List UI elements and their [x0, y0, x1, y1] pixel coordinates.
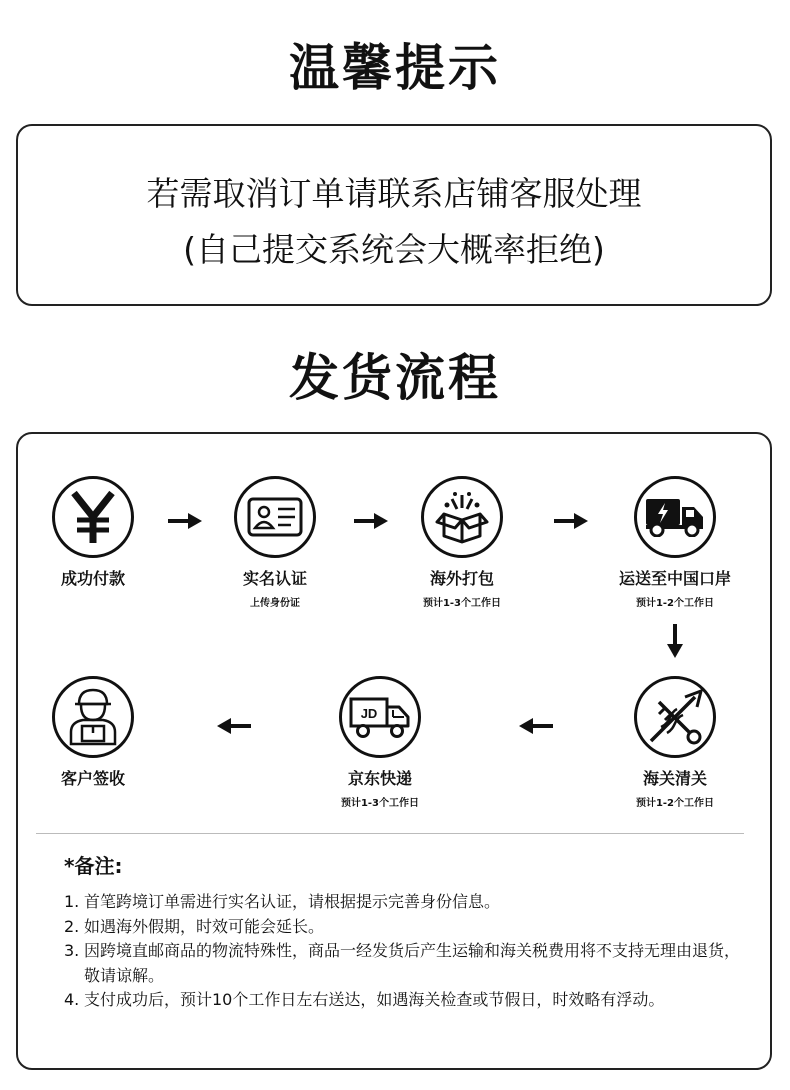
- step-packing-sub: 预计1-3个工作日: [422, 598, 502, 609]
- note-number: 4.: [64, 990, 80, 1009]
- step-verification-label: 实名认证: [242, 569, 307, 588]
- step-shipping-sub: 预计1-2个工作日: [635, 598, 715, 609]
- arrow-left-icon: [517, 716, 553, 736]
- cancel-notice-box: [16, 124, 772, 306]
- step-jd-express: [295, 676, 465, 809]
- step-payment: [8, 476, 178, 589]
- step-customs-label: 海关清关: [642, 769, 707, 788]
- customs-emblem-icon: [634, 676, 716, 758]
- step-packing-label: 海外打包: [429, 569, 494, 588]
- step-verification: [190, 476, 360, 609]
- notes-title: *备注:: [64, 854, 123, 878]
- note-text: 因跨境直邮商品的物流特殊性，商品一经发货后产生运输和海关税费用将不支持无理由退货，敬请谅解。: [84, 941, 741, 985]
- note-number: 2.: [64, 916, 80, 936]
- cancel-notice-line-2: (自己提交系统会大概率拒绝): [183, 230, 605, 269]
- arrow-left-icon: [215, 716, 251, 736]
- note-item: [64, 988, 744, 1013]
- note-item: [64, 915, 744, 940]
- delivery-truck-icon: [634, 476, 716, 558]
- step-customer-signoff: [8, 676, 178, 789]
- jd-logo-text: JD: [360, 706, 378, 721]
- note-text: 如遇海外假期，时效可能会延长。: [84, 916, 325, 936]
- note-number: 3.: [64, 941, 80, 960]
- step-customer-signoff-label: 客户签收: [60, 769, 125, 788]
- note-text: 支付成功后，预计10个工作日左右送达，如遇海关检查或节假日，时效略有浮动。: [84, 990, 665, 1009]
- arrow-down-icon: [665, 624, 685, 660]
- step-shipping-label: 运送至中国口岸: [618, 569, 731, 588]
- step-customs-sub: 预计1-2个工作日: [635, 798, 715, 809]
- shipping-process-title: 发货流程: [289, 349, 501, 407]
- arrow-right-icon: [554, 511, 590, 531]
- arrow-right-icon: [354, 511, 390, 531]
- cancel-notice-line-1: 若需取消订单请联系店铺客服处理: [146, 174, 642, 213]
- package-box-icon: [421, 476, 503, 558]
- step-customs: [590, 676, 760, 809]
- step-shipping: [590, 476, 760, 609]
- note-number: 1.: [64, 892, 80, 911]
- step-jd-express-label: 京东快递: [347, 769, 412, 788]
- arrow-right-icon: [168, 511, 204, 531]
- note-item: [64, 939, 744, 988]
- warm-tip-title: 温馨提示: [289, 39, 501, 97]
- step-verification-sub: 上传身份证: [250, 598, 300, 609]
- step-packing: [377, 476, 547, 609]
- courier-person-icon: [52, 676, 134, 758]
- yen-icon: [52, 476, 134, 558]
- note-text: 首笔跨境订单需进行实名认证，请根据提示完善身份信息。: [84, 892, 501, 911]
- step-jd-express-sub: 预计1-3个工作日: [340, 798, 420, 809]
- step-payment-label: 成功付款: [60, 569, 125, 588]
- note-item: [64, 890, 744, 915]
- id-card-icon: [234, 476, 316, 558]
- notes-divider: [36, 833, 744, 834]
- notes-list: [64, 890, 744, 1013]
- jd-truck-icon: [339, 676, 421, 758]
